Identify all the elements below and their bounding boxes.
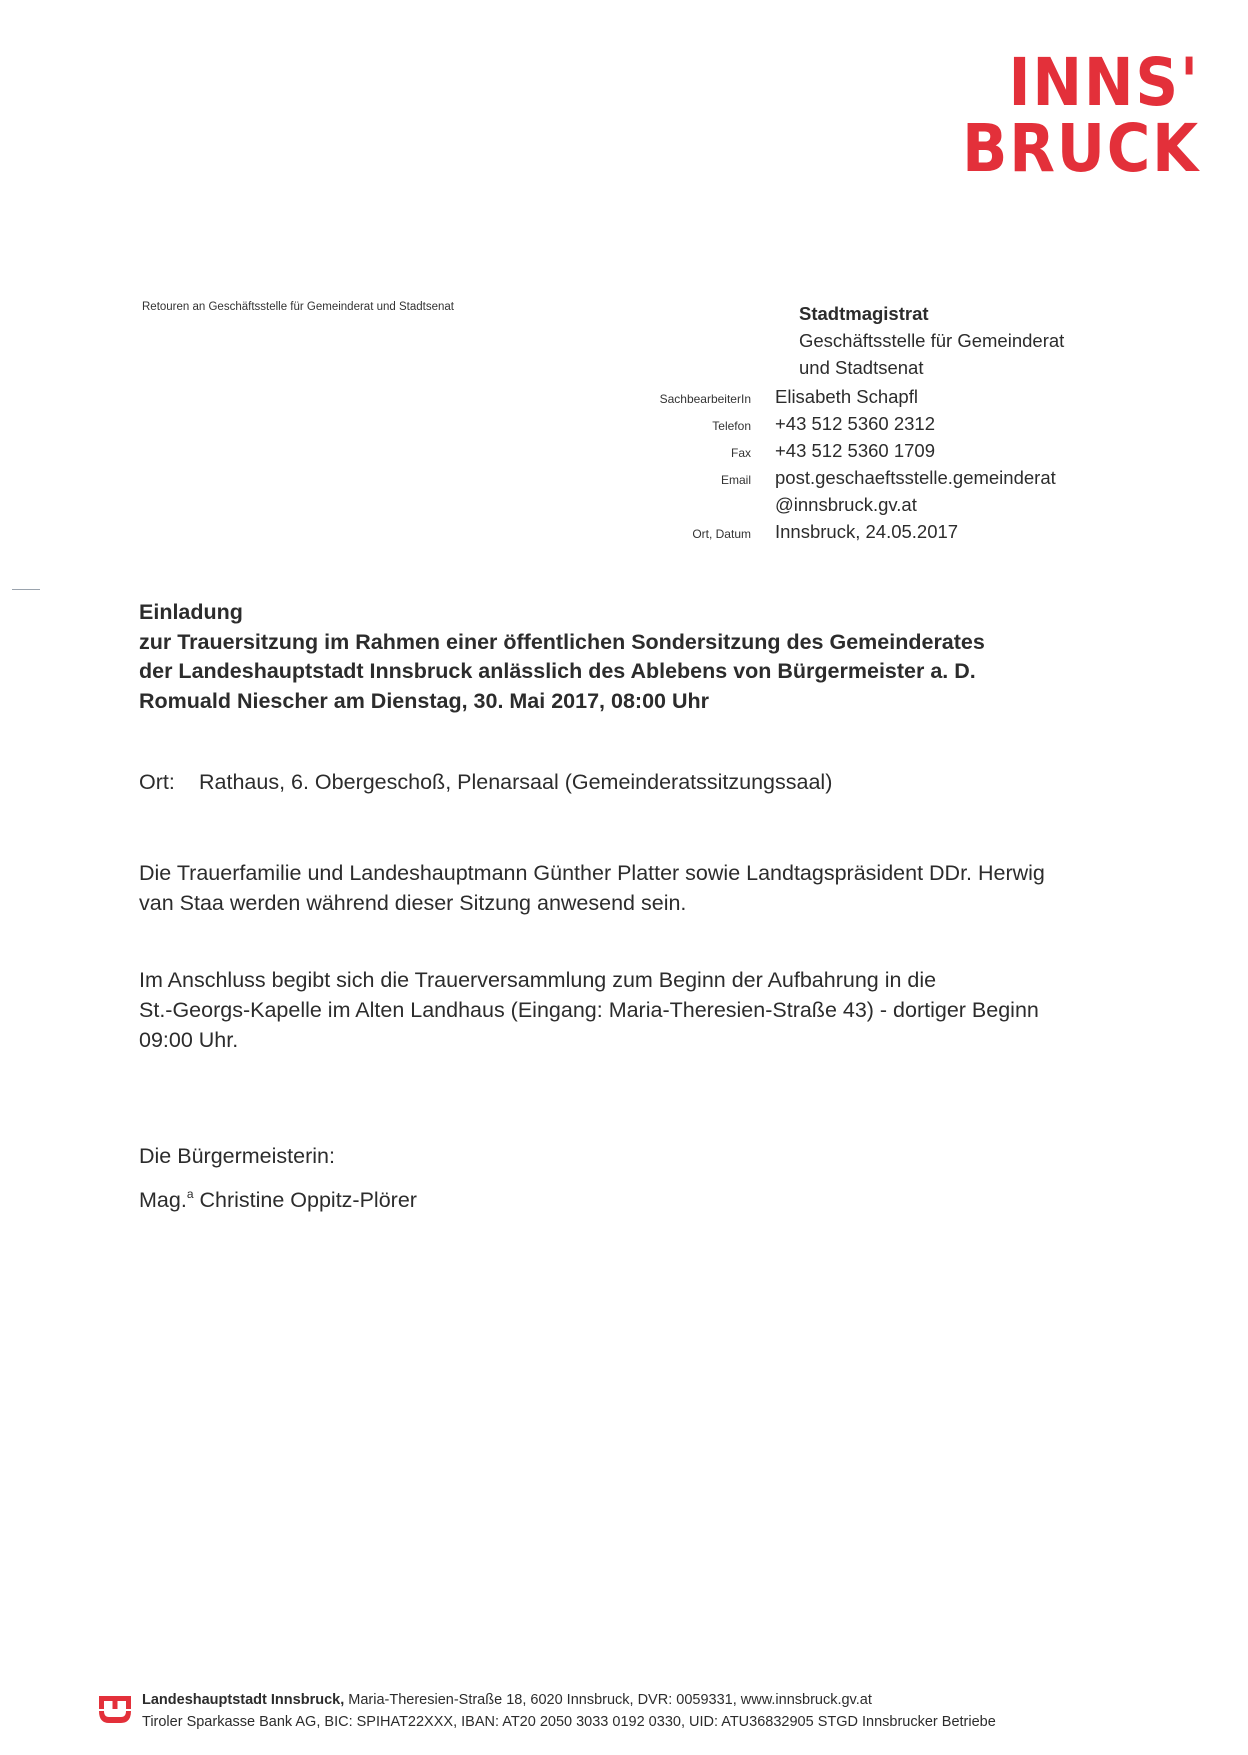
name-superscript: a [186,1187,194,1201]
fax-number: +43 512 5360 1709 [775,440,935,461]
footer-address: Maria-Theresien-Straße 18, 6020 Innsbruck, DVR: 0059331, www.innsbruck.gv.at [344,1692,872,1708]
paragraph-attendees [139,858,1045,918]
paragraph-line: Im Anschluss begibt sich die Trauerversammlung zum Beginn der Aufbahrung in die [139,968,937,992]
city-emblem-icon [98,1692,132,1726]
subject-line-3: der Landeshauptstadt Innsbruck anlässlich des Ablebens von Bürgermeister a. D. [139,659,976,683]
footer-line-2: Tiroler Sparkasse Bank AG, BIC: SPIHAT22XXX, IBAN: AT20 2050 3033 0192 0330, UID: ATU36832905 STGD Innsbrucker Betriebe [142,1714,996,1730]
subject-heading [139,598,1139,716]
info-row-place-date [590,518,1056,545]
signoff-name-line [139,1175,417,1219]
subject-line-2: zur Trauersitzung im Rahmen einer öffentlichen Sondersitzung des Gemeinderates [139,629,985,654]
info-label: Fax [730,446,751,460]
footer [142,1689,996,1733]
signatory-name: Christine Oppitz-Plörer [193,1188,417,1212]
location-label: Ort: [139,770,175,794]
info-label: SachbearbeiterIn [659,392,751,406]
paragraph-procession [139,965,1039,1055]
location-value: Rathaus, 6. Obergeschoß, Plenarsaal (Gemeinderatssitzungssaal) [199,770,833,794]
footer-line-1 [142,1689,996,1711]
fold-mark [12,589,40,590]
subject-line-4: Romuald Niescher am Dienstag, 30. Mai 2017, 08:00 Uhr [139,688,709,713]
paragraph-line: Die Trauerfamilie und Landeshauptmann Günther Platter sowie Landtagspräsident DDr. Herwig [139,861,1045,885]
logo-line-2: BRUCK [962,110,1200,187]
email-line-1: post.geschaeftsstelle.gemeinderat [775,467,1056,488]
phone-number: +43 512 5360 2312 [775,413,935,434]
sender-info-table [590,383,1056,545]
footer-city-name: Landeshauptstadt Innsbruck, [142,1692,345,1708]
clerk-name: Elisabeth Schapfl [775,386,918,407]
paragraph-line: 09:00 Uhr. [139,1028,239,1052]
info-row-phone [590,410,1056,437]
info-row-clerk [590,383,1056,410]
return-address: Retouren an Geschäftsstelle für Gemeinderat und Stadtsenat [142,301,454,313]
paragraph-line: van Staa werden während dieser Sitzung anwesend sein. [139,891,687,915]
email-line-2: @innsbruck.gv.at [775,494,917,515]
email-address [775,464,1056,518]
info-label: Telefon [712,419,751,433]
logo-line-1: INNS' [1008,44,1200,121]
info-label: Email [720,473,751,487]
signoff [139,1137,417,1219]
info-row-fax [590,437,1056,464]
location-line [139,767,832,797]
info-row-email [590,464,1056,518]
innsbruck-logo [930,44,1200,187]
paragraph-line: St.-Georgs-Kapelle im Alten Landhaus (Eingang: Maria-Theresien-Straße 43) - dortiger Beginn [139,998,1039,1022]
sender-organisation [799,300,1064,381]
info-label: Ort, Datum [692,527,751,541]
department-line-1: Geschäftsstelle für Gemeinderat [799,330,1065,351]
department-line-2: und Stadtsenat [799,357,924,378]
signoff-role: Die Bürgermeisterin: [139,1144,335,1168]
org-title: Stadtmagistrat [799,303,929,324]
place-date: Innsbruck, 24.05.2017 [775,521,959,542]
subject-line-1: Einladung [139,600,243,624]
name-prefix: Mag. [139,1188,187,1212]
